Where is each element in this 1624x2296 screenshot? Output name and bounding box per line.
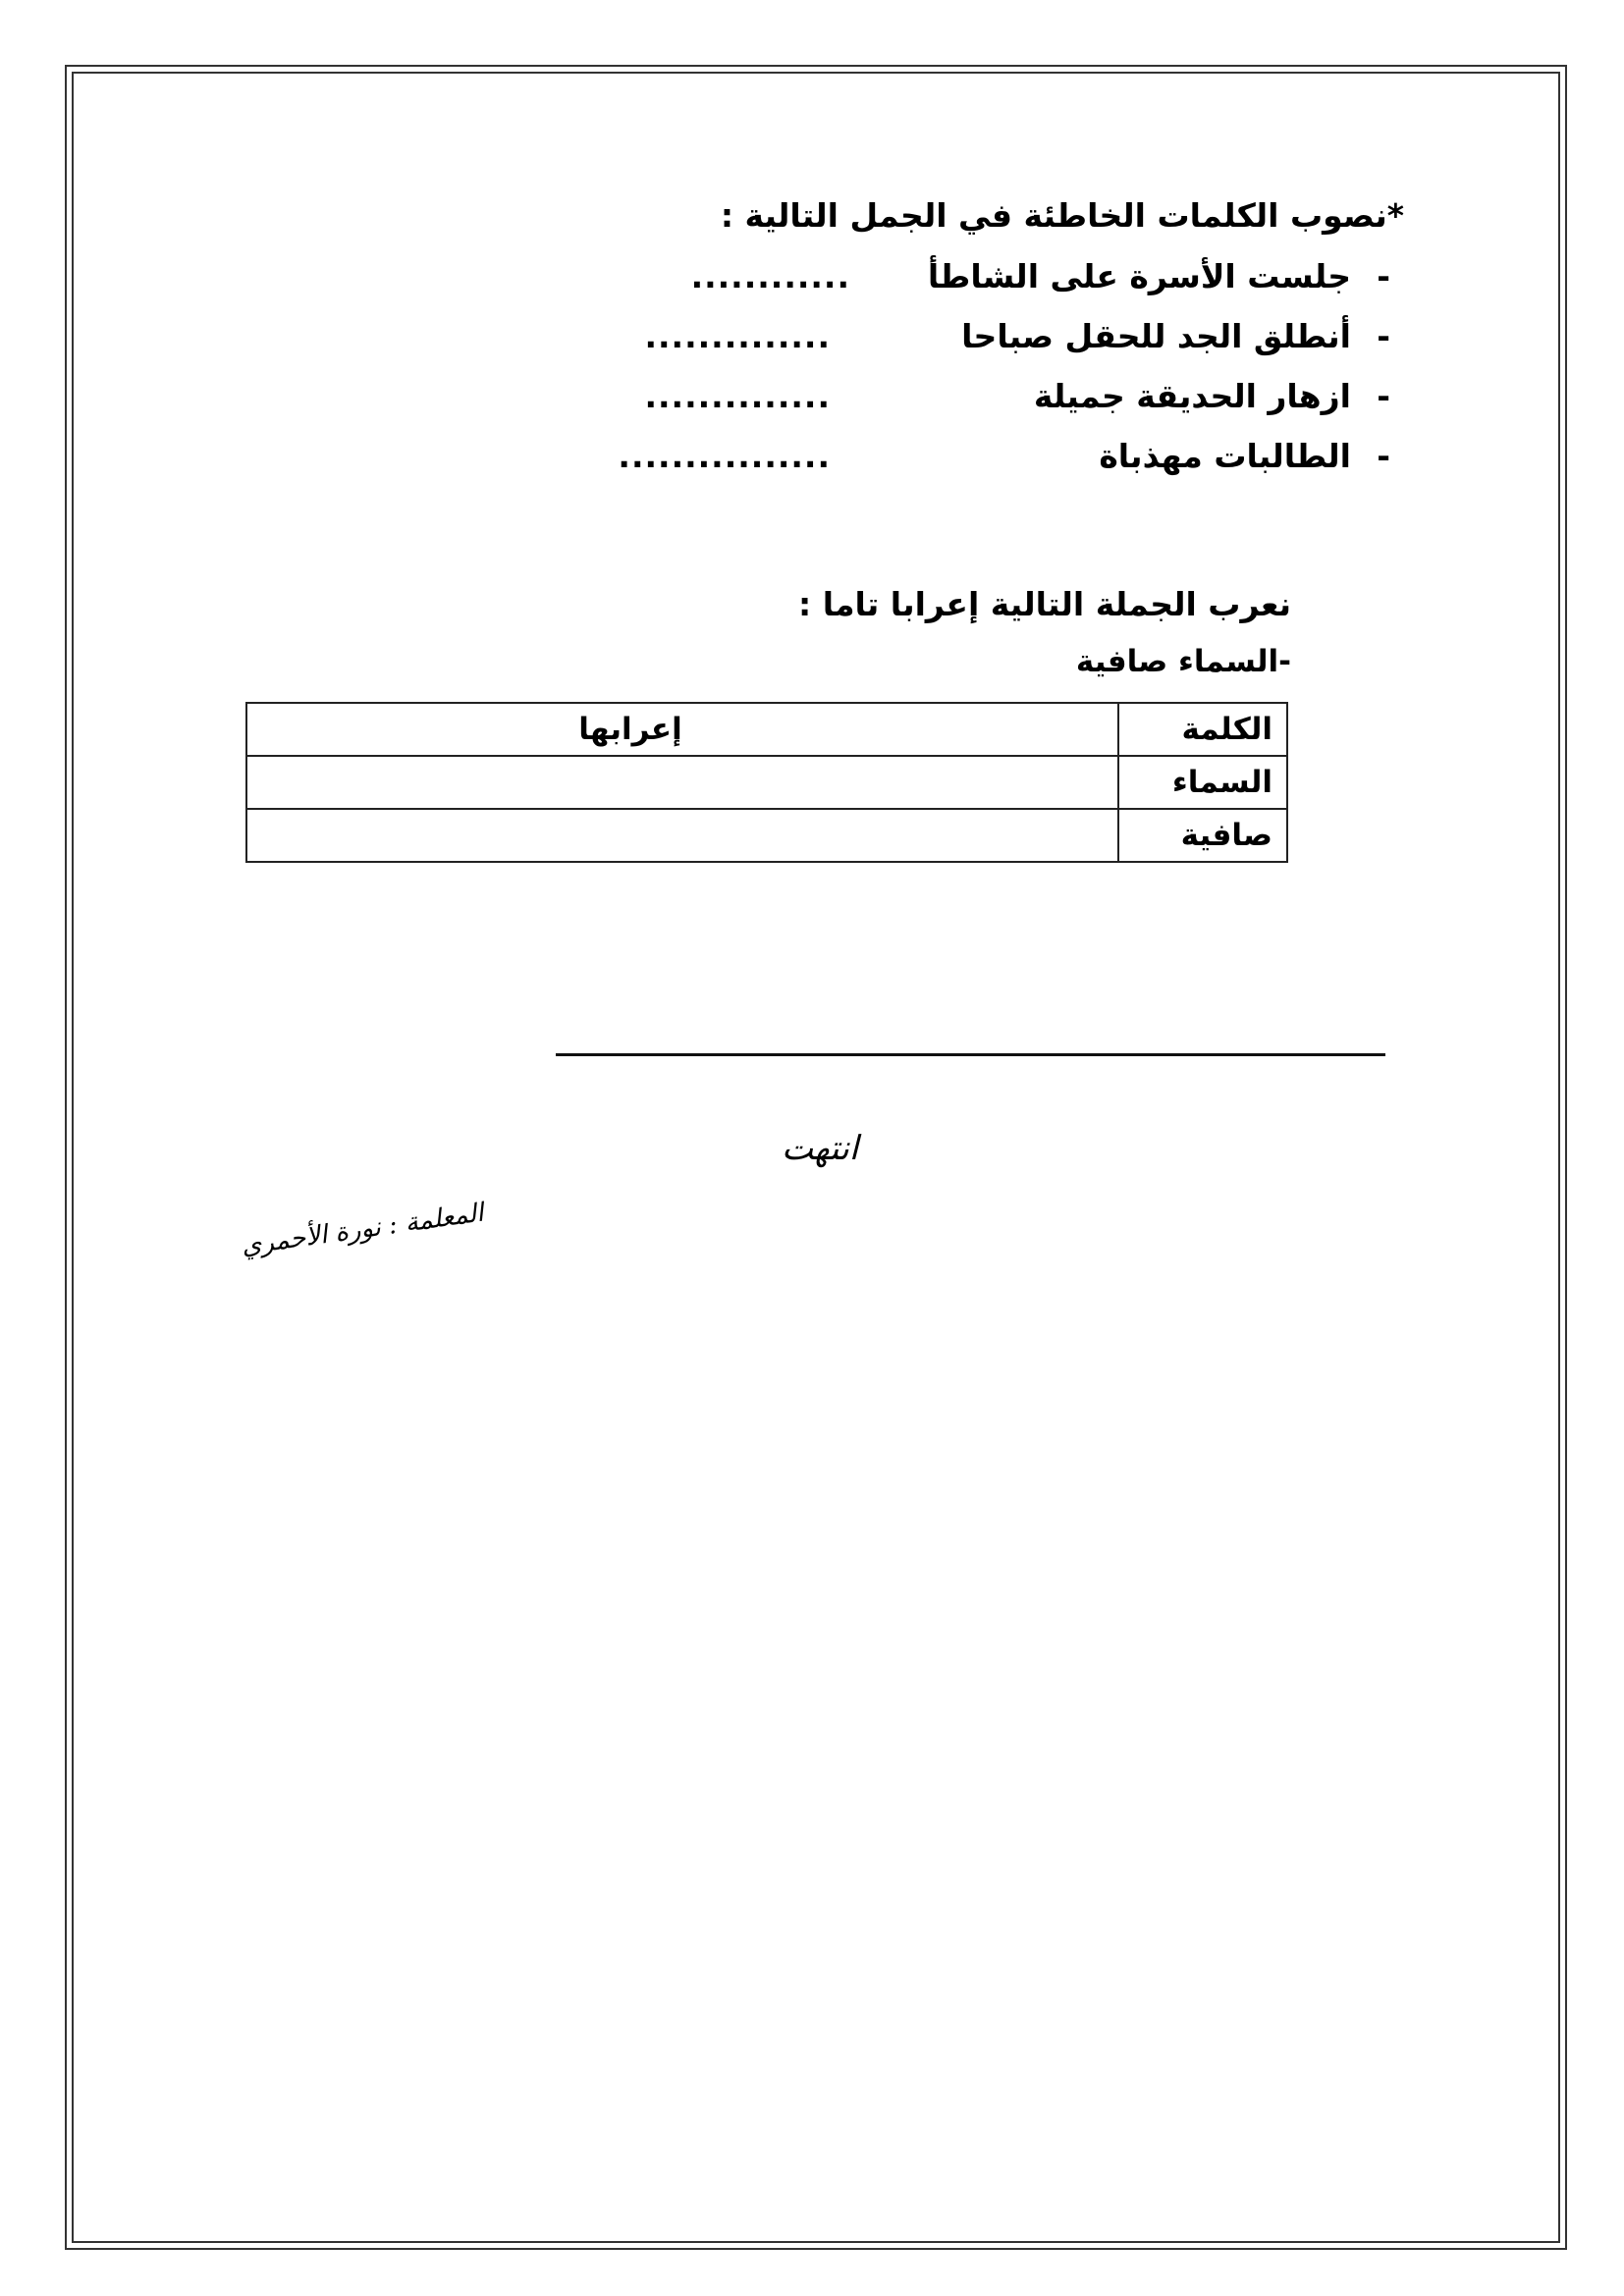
irab-table <box>245 702 1288 863</box>
section-divider <box>556 1053 1385 1056</box>
sentence-text: الطالبات مهذباة <box>1099 437 1351 475</box>
list-dash: - <box>1377 257 1390 295</box>
sentence-text: ازهار الحديقة جميلة <box>1033 377 1351 415</box>
table-row <box>246 809 1287 862</box>
question1-item <box>467 377 1390 437</box>
cell-word: صافية <box>1118 809 1287 862</box>
question1-item <box>467 257 1390 317</box>
list-dash: - <box>1377 377 1390 415</box>
teacher-signature: المعلمة : نورة الأحمري <box>239 1198 486 1261</box>
table-row <box>246 756 1287 809</box>
answer-blank[interactable]: .............. <box>644 377 831 415</box>
header-word: الكلمة <box>1118 703 1287 756</box>
question1-item <box>467 317 1390 377</box>
header-irab: إعرابها <box>246 703 1118 756</box>
question1-item <box>467 437 1390 497</box>
table-header-row <box>246 703 1287 756</box>
cell-irab-answer[interactable] <box>246 756 1118 809</box>
question2-sentence: -السماء صافية <box>1075 644 1291 679</box>
question2-title: نعرب الجملة التالية إعرابا تاما : <box>798 585 1291 623</box>
sentence-text: جلست الأسرة على الشاطأ <box>927 257 1351 295</box>
question1-list <box>467 257 1390 497</box>
question1-title: *نصوب الكلمات الخاطئة في الجمل التالية : <box>720 196 1404 235</box>
end-note: انتهت <box>782 1129 859 1168</box>
list-dash: - <box>1377 437 1390 475</box>
cell-word: السماء <box>1118 756 1287 809</box>
list-dash: - <box>1377 317 1390 355</box>
answer-blank[interactable]: ................ <box>618 437 831 475</box>
answer-blank[interactable]: ............ <box>690 257 850 295</box>
answer-blank[interactable]: .............. <box>644 317 831 355</box>
cell-irab-answer[interactable] <box>246 809 1118 862</box>
sentence-text: أنطلق الجد للحقل صباحا <box>961 317 1351 355</box>
